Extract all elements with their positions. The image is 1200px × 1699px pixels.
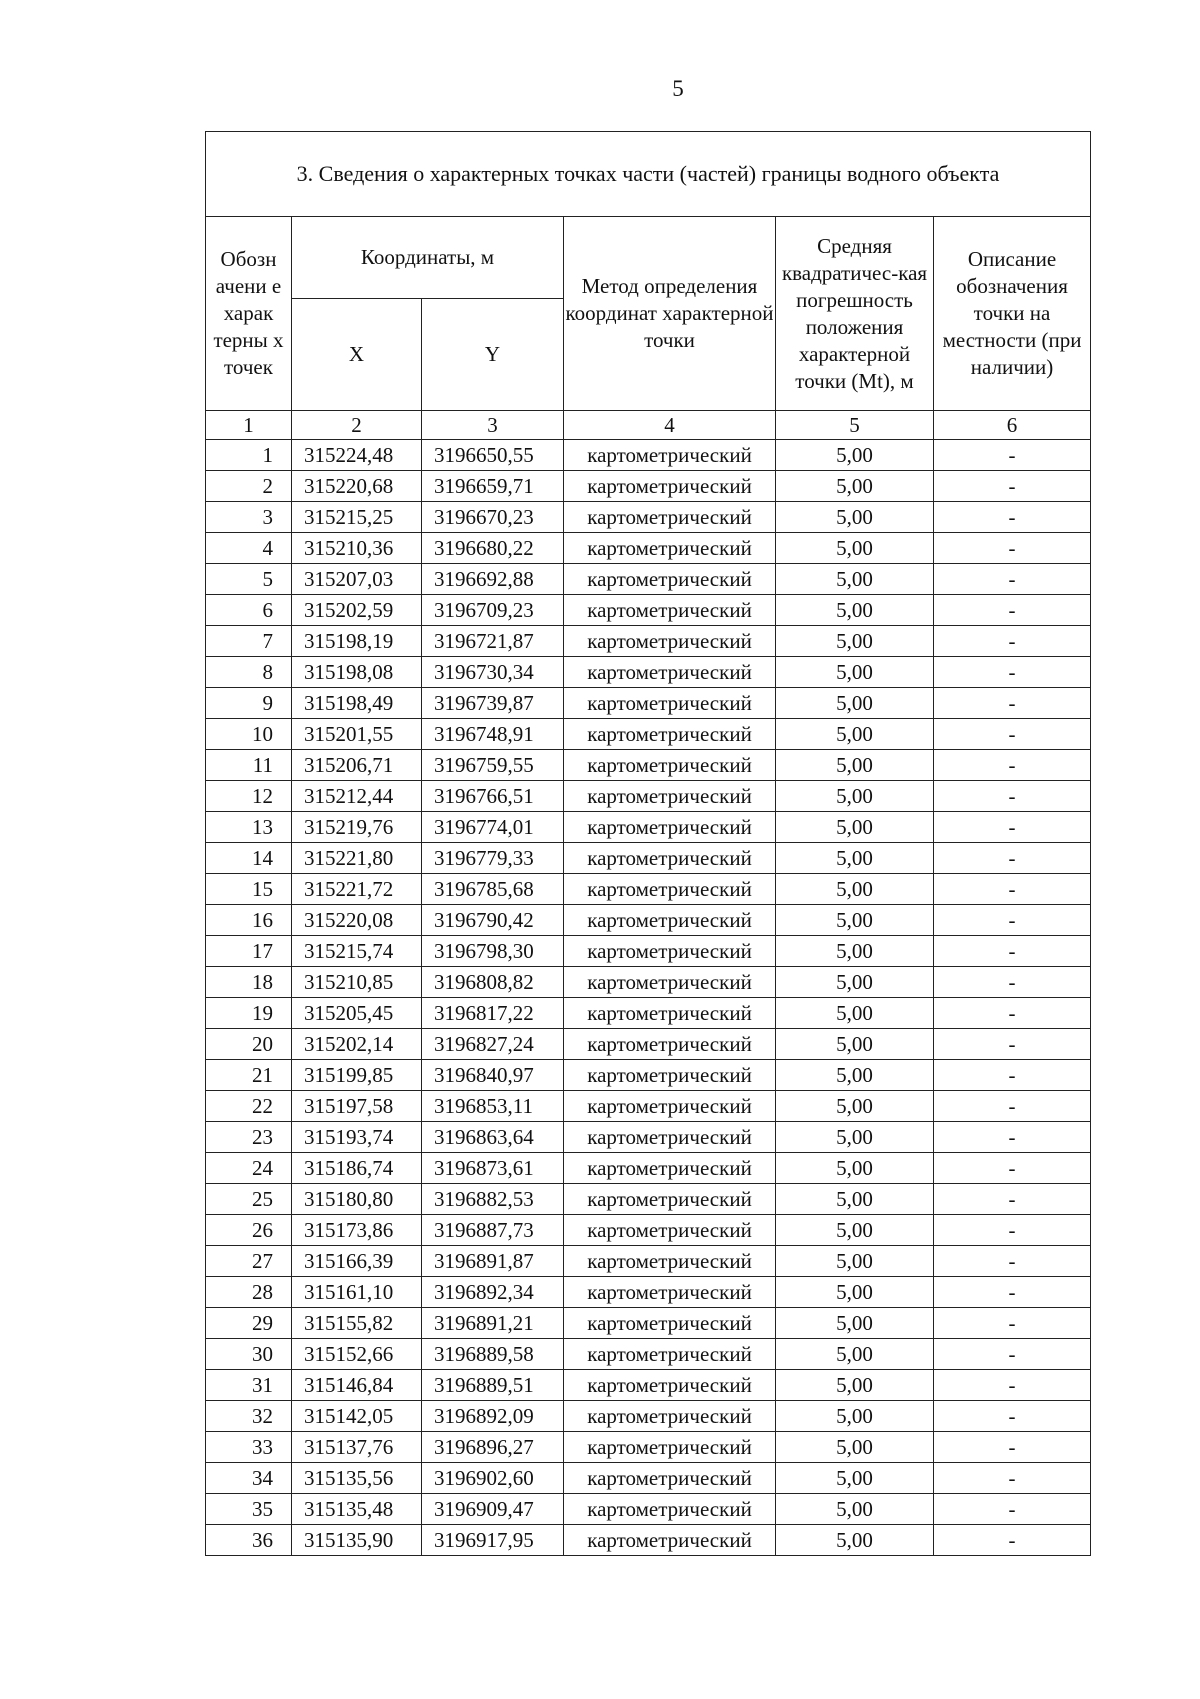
- description-cell: -: [934, 1091, 1091, 1122]
- coord-x: 315193,74: [292, 1122, 422, 1153]
- coord-y: 3196892,09: [422, 1401, 564, 1432]
- error-cell: 5,00: [776, 564, 934, 595]
- description-cell: -: [934, 1277, 1091, 1308]
- description-cell: -: [934, 1432, 1091, 1463]
- error-cell: 5,00: [776, 998, 934, 1029]
- method-cell: картометрический: [564, 471, 776, 502]
- coord-y: 3196882,53: [422, 1184, 564, 1215]
- description-cell: -: [934, 843, 1091, 874]
- point-number: 5: [206, 564, 292, 595]
- description-cell: -: [934, 1370, 1091, 1401]
- coord-x: 315135,90: [292, 1525, 422, 1556]
- error-cell: 5,00: [776, 688, 934, 719]
- method-cell: картометрический: [564, 936, 776, 967]
- point-number: 29: [206, 1308, 292, 1339]
- table-row: [206, 626, 1091, 657]
- table-row: [206, 1494, 1091, 1525]
- method-cell: картометрический: [564, 1525, 776, 1556]
- description-cell: -: [934, 874, 1091, 905]
- error-cell: 5,00: [776, 750, 934, 781]
- point-number: 18: [206, 967, 292, 998]
- point-number: 1: [206, 440, 292, 471]
- description-cell: -: [934, 1215, 1091, 1246]
- column-number-row: [206, 411, 1091, 440]
- error-cell: 5,00: [776, 657, 934, 688]
- error-cell: 5,00: [776, 905, 934, 936]
- coord-x: 315210,36: [292, 533, 422, 564]
- coord-x: 315155,82: [292, 1308, 422, 1339]
- point-number: 30: [206, 1339, 292, 1370]
- coord-x: 315142,05: [292, 1401, 422, 1432]
- error-cell: 5,00: [776, 1308, 934, 1339]
- method-cell: картометрический: [564, 1122, 776, 1153]
- error-cell: 5,00: [776, 967, 934, 998]
- error-cell: 5,00: [776, 1494, 934, 1525]
- point-number: 28: [206, 1277, 292, 1308]
- table-row: [206, 781, 1091, 812]
- coord-y: 3196759,55: [422, 750, 564, 781]
- description-cell: -: [934, 750, 1091, 781]
- coord-x: 315166,39: [292, 1246, 422, 1277]
- error-cell: 5,00: [776, 1339, 934, 1370]
- point-number: 32: [206, 1401, 292, 1432]
- method-cell: картометрический: [564, 1432, 776, 1463]
- method-cell: картометрический: [564, 564, 776, 595]
- coord-y: 3196889,51: [422, 1370, 564, 1401]
- error-cell: 5,00: [776, 626, 934, 657]
- header-method: Метод определения координат характерной точки: [564, 217, 776, 411]
- header-designation: Обозн ачени е харак терны х точек: [206, 217, 292, 411]
- table-row: [206, 998, 1091, 1029]
- column-number: 2: [292, 411, 422, 440]
- method-cell: картометрический: [564, 1246, 776, 1277]
- table-row: [206, 905, 1091, 936]
- point-number: 21: [206, 1060, 292, 1091]
- method-cell: картометрический: [564, 905, 776, 936]
- coord-x: 315206,71: [292, 750, 422, 781]
- table-row: [206, 657, 1091, 688]
- column-number: 5: [776, 411, 934, 440]
- coord-x: 315173,86: [292, 1215, 422, 1246]
- error-cell: 5,00: [776, 1184, 934, 1215]
- table-body: [206, 440, 1091, 1556]
- coord-y: 3196889,58: [422, 1339, 564, 1370]
- table-row: [206, 1401, 1091, 1432]
- table-row: [206, 471, 1091, 502]
- coord-y: 3196785,68: [422, 874, 564, 905]
- coord-y: 3196739,87: [422, 688, 564, 719]
- header-x: X: [292, 299, 422, 411]
- description-cell: -: [934, 657, 1091, 688]
- coord-x: 315198,19: [292, 626, 422, 657]
- point-number: 20: [206, 1029, 292, 1060]
- table-row: [206, 1339, 1091, 1370]
- coord-y: 3196887,73: [422, 1215, 564, 1246]
- description-cell: -: [934, 688, 1091, 719]
- coord-y: 3196853,11: [422, 1091, 564, 1122]
- table-row: [206, 440, 1091, 471]
- point-number: 12: [206, 781, 292, 812]
- column-number: 3: [422, 411, 564, 440]
- point-number: 13: [206, 812, 292, 843]
- coord-y: 3196650,55: [422, 440, 564, 471]
- coord-y: 3196709,23: [422, 595, 564, 626]
- point-number: 3: [206, 502, 292, 533]
- point-number: 24: [206, 1153, 292, 1184]
- error-cell: 5,00: [776, 1091, 934, 1122]
- table-row: [206, 843, 1091, 874]
- point-number: 34: [206, 1463, 292, 1494]
- coord-x: 315146,84: [292, 1370, 422, 1401]
- method-cell: картометрический: [564, 967, 776, 998]
- coord-y: 3196798,30: [422, 936, 564, 967]
- table-row: [206, 533, 1091, 564]
- coord-x: 315199,85: [292, 1060, 422, 1091]
- point-number: 36: [206, 1525, 292, 1556]
- method-cell: картометрический: [564, 657, 776, 688]
- table-row: [206, 874, 1091, 905]
- coord-y: 3196766,51: [422, 781, 564, 812]
- coord-x: 315220,68: [292, 471, 422, 502]
- description-cell: -: [934, 471, 1091, 502]
- description-cell: -: [934, 719, 1091, 750]
- table-row: [206, 1215, 1091, 1246]
- point-number: 6: [206, 595, 292, 626]
- description-cell: -: [934, 440, 1091, 471]
- error-cell: 5,00: [776, 440, 934, 471]
- description-cell: -: [934, 1308, 1091, 1339]
- coord-y: 3196808,82: [422, 967, 564, 998]
- description-cell: -: [934, 1339, 1091, 1370]
- coord-y: 3196730,34: [422, 657, 564, 688]
- coord-x: 315207,03: [292, 564, 422, 595]
- method-cell: картометрический: [564, 998, 776, 1029]
- header-y: Y: [422, 299, 564, 411]
- description-cell: -: [934, 1246, 1091, 1277]
- coord-x: 315219,76: [292, 812, 422, 843]
- error-cell: 5,00: [776, 1060, 934, 1091]
- error-cell: 5,00: [776, 1277, 934, 1308]
- table-row: [206, 1525, 1091, 1556]
- coord-x: 315197,58: [292, 1091, 422, 1122]
- boundary-points-table: [205, 131, 1091, 1556]
- error-cell: 5,00: [776, 1029, 934, 1060]
- error-cell: 5,00: [776, 1215, 934, 1246]
- coord-y: 3196863,64: [422, 1122, 564, 1153]
- column-number: 1: [206, 411, 292, 440]
- coord-y: 3196670,23: [422, 502, 564, 533]
- point-number: 8: [206, 657, 292, 688]
- point-number: 2: [206, 471, 292, 502]
- point-number: 25: [206, 1184, 292, 1215]
- method-cell: картометрический: [564, 1277, 776, 1308]
- table-row: [206, 595, 1091, 626]
- coord-x: 315215,25: [292, 502, 422, 533]
- coord-y: 3196917,95: [422, 1525, 564, 1556]
- table-row: [206, 936, 1091, 967]
- table-row: [206, 750, 1091, 781]
- method-cell: картометрический: [564, 1153, 776, 1184]
- description-cell: -: [934, 1060, 1091, 1091]
- error-cell: 5,00: [776, 1122, 934, 1153]
- description-cell: -: [934, 626, 1091, 657]
- error-cell: 5,00: [776, 812, 934, 843]
- description-cell: -: [934, 967, 1091, 998]
- description-cell: -: [934, 781, 1091, 812]
- method-cell: картометрический: [564, 1029, 776, 1060]
- coord-x: 315221,80: [292, 843, 422, 874]
- header-coordinates: Координаты, м: [292, 217, 564, 299]
- point-number: 22: [206, 1091, 292, 1122]
- point-number: 10: [206, 719, 292, 750]
- error-cell: 5,00: [776, 1463, 934, 1494]
- coord-x: 315186,74: [292, 1153, 422, 1184]
- coord-x: 315152,66: [292, 1339, 422, 1370]
- table-row: [206, 502, 1091, 533]
- page-number: 5: [672, 76, 684, 101]
- description-cell: -: [934, 564, 1091, 595]
- description-cell: -: [934, 998, 1091, 1029]
- method-cell: картометрический: [564, 1339, 776, 1370]
- coord-y: 3196892,34: [422, 1277, 564, 1308]
- description-cell: -: [934, 812, 1091, 843]
- error-cell: 5,00: [776, 843, 934, 874]
- method-cell: картометрический: [564, 1060, 776, 1091]
- description-cell: -: [934, 1184, 1091, 1215]
- point-number: 4: [206, 533, 292, 564]
- method-cell: картометрический: [564, 1184, 776, 1215]
- point-number: 7: [206, 626, 292, 657]
- coord-x: 315161,10: [292, 1277, 422, 1308]
- description-cell: -: [934, 1525, 1091, 1556]
- method-cell: картометрический: [564, 1494, 776, 1525]
- point-number: 11: [206, 750, 292, 781]
- description-cell: -: [934, 1122, 1091, 1153]
- error-cell: 5,00: [776, 533, 934, 564]
- table-row: [206, 688, 1091, 719]
- method-cell: картометрический: [564, 502, 776, 533]
- coord-y: 3196896,27: [422, 1432, 564, 1463]
- description-cell: -: [934, 595, 1091, 626]
- error-cell: 5,00: [776, 1153, 934, 1184]
- coord-y: 3196817,22: [422, 998, 564, 1029]
- point-number: 14: [206, 843, 292, 874]
- column-number: 4: [564, 411, 776, 440]
- point-number: 17: [206, 936, 292, 967]
- point-number: 26: [206, 1215, 292, 1246]
- error-cell: 5,00: [776, 719, 934, 750]
- coord-y: 3196659,71: [422, 471, 564, 502]
- coord-y: 3196721,87: [422, 626, 564, 657]
- method-cell: картометрический: [564, 1401, 776, 1432]
- coord-y: 3196779,33: [422, 843, 564, 874]
- method-cell: картометрический: [564, 719, 776, 750]
- coord-x: 315205,45: [292, 998, 422, 1029]
- table-row: [206, 719, 1091, 750]
- method-cell: картометрический: [564, 750, 776, 781]
- table-row: [206, 1308, 1091, 1339]
- method-cell: картометрический: [564, 812, 776, 843]
- coord-x: 315202,59: [292, 595, 422, 626]
- table-row: [206, 967, 1091, 998]
- point-number: 19: [206, 998, 292, 1029]
- table-row: [206, 1060, 1091, 1091]
- table-row: [206, 1184, 1091, 1215]
- description-cell: -: [934, 1153, 1091, 1184]
- error-cell: 5,00: [776, 1432, 934, 1463]
- description-cell: -: [934, 1463, 1091, 1494]
- coord-x: 315135,48: [292, 1494, 422, 1525]
- coord-x: 315224,48: [292, 440, 422, 471]
- method-cell: картометрический: [564, 688, 776, 719]
- method-cell: картометрический: [564, 595, 776, 626]
- error-cell: 5,00: [776, 595, 934, 626]
- coord-x: 315202,14: [292, 1029, 422, 1060]
- coord-x: 315180,80: [292, 1184, 422, 1215]
- error-cell: 5,00: [776, 874, 934, 905]
- description-cell: -: [934, 533, 1091, 564]
- method-cell: картометрический: [564, 440, 776, 471]
- coord-y: 3196680,22: [422, 533, 564, 564]
- description-cell: -: [934, 936, 1091, 967]
- error-cell: 5,00: [776, 1370, 934, 1401]
- coord-x: 315210,85: [292, 967, 422, 998]
- error-cell: 5,00: [776, 1525, 934, 1556]
- point-number: 16: [206, 905, 292, 936]
- table-row: [206, 1153, 1091, 1184]
- method-cell: картометрический: [564, 626, 776, 657]
- table-row: [206, 1277, 1091, 1308]
- error-cell: 5,00: [776, 1246, 934, 1277]
- description-cell: -: [934, 1494, 1091, 1525]
- coord-y: 3196790,42: [422, 905, 564, 936]
- error-cell: 5,00: [776, 502, 934, 533]
- point-number: 9: [206, 688, 292, 719]
- point-number: 31: [206, 1370, 292, 1401]
- coord-y: 3196891,21: [422, 1308, 564, 1339]
- method-cell: картометрический: [564, 781, 776, 812]
- coord-x: 315198,08: [292, 657, 422, 688]
- error-cell: 5,00: [776, 936, 934, 967]
- error-cell: 5,00: [776, 1401, 934, 1432]
- method-cell: картометрический: [564, 1370, 776, 1401]
- method-cell: картометрический: [564, 1463, 776, 1494]
- table-row: [206, 812, 1091, 843]
- coord-y: 3196909,47: [422, 1494, 564, 1525]
- coord-y: 3196692,88: [422, 564, 564, 595]
- table-row: [206, 1091, 1091, 1122]
- method-cell: картометрический: [564, 1091, 776, 1122]
- coord-x: 315215,74: [292, 936, 422, 967]
- description-cell: -: [934, 1029, 1091, 1060]
- method-cell: картометрический: [564, 843, 776, 874]
- point-number: 15: [206, 874, 292, 905]
- method-cell: картометрический: [564, 874, 776, 905]
- table-title: 3. Сведения о характерных точках части (частей) границы водного объекта: [206, 132, 1091, 217]
- point-number: 27: [206, 1246, 292, 1277]
- error-cell: 5,00: [776, 471, 934, 502]
- header-error: Средняя квадратичес-кая погрешность положения характерной точки (Mt), м: [776, 217, 934, 411]
- coord-y: 3196891,87: [422, 1246, 564, 1277]
- header-description: Описание обозначения точки на местности (при наличии): [934, 217, 1091, 411]
- table-row: [206, 1122, 1091, 1153]
- coord-x: 315135,56: [292, 1463, 422, 1494]
- column-number: 6: [934, 411, 1091, 440]
- coord-y: 3196748,91: [422, 719, 564, 750]
- method-cell: картометрический: [564, 1215, 776, 1246]
- error-cell: 5,00: [776, 781, 934, 812]
- coord-y: 3196873,61: [422, 1153, 564, 1184]
- coord-x: 315221,72: [292, 874, 422, 905]
- description-cell: -: [934, 502, 1091, 533]
- description-cell: -: [934, 905, 1091, 936]
- table-row: [206, 1246, 1091, 1277]
- point-number: 23: [206, 1122, 292, 1153]
- table-row: [206, 1463, 1091, 1494]
- coord-y: 3196902,60: [422, 1463, 564, 1494]
- coord-x: 315220,08: [292, 905, 422, 936]
- coord-x: 315212,44: [292, 781, 422, 812]
- coord-y: 3196827,24: [422, 1029, 564, 1060]
- point-number: 33: [206, 1432, 292, 1463]
- table-row: [206, 564, 1091, 595]
- point-number: 35: [206, 1494, 292, 1525]
- table-row: [206, 1029, 1091, 1060]
- method-cell: картометрический: [564, 1308, 776, 1339]
- coord-x: 315198,49: [292, 688, 422, 719]
- method-cell: картометрический: [564, 533, 776, 564]
- coord-x: 315201,55: [292, 719, 422, 750]
- coord-x: 315137,76: [292, 1432, 422, 1463]
- description-cell: -: [934, 1401, 1091, 1432]
- table-row: [206, 1432, 1091, 1463]
- coord-y: 3196774,01: [422, 812, 564, 843]
- coord-y: 3196840,97: [422, 1060, 564, 1091]
- table-row: [206, 1370, 1091, 1401]
